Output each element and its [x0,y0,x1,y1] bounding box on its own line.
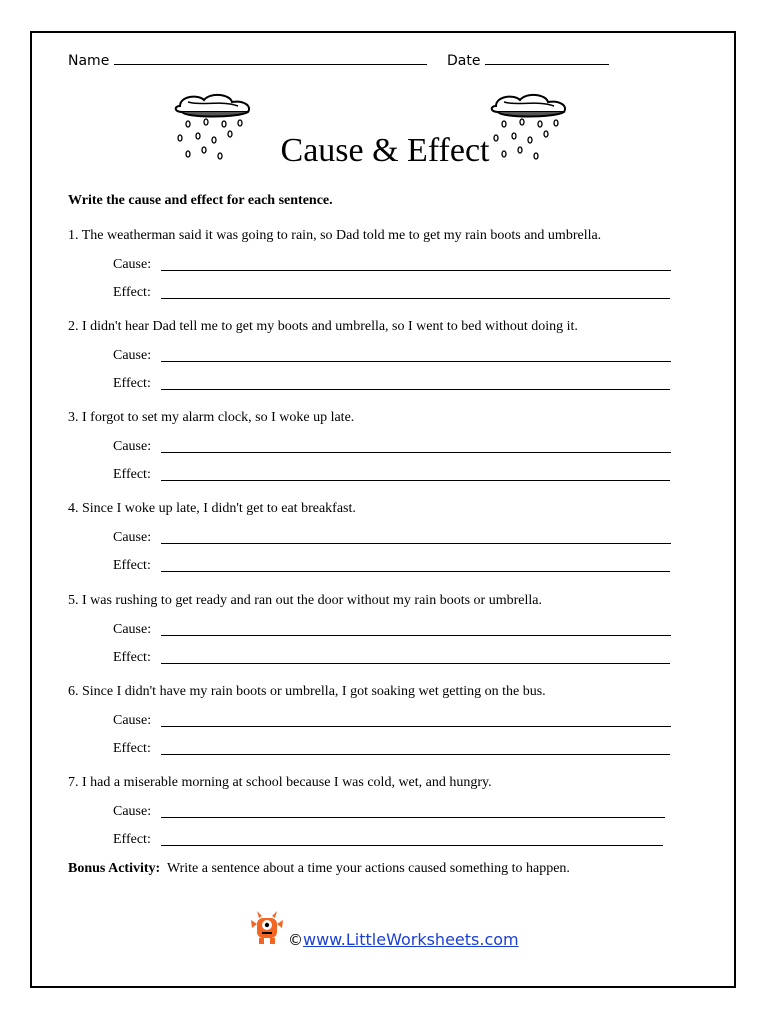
cause-answer-line[interactable] [161,726,671,727]
bonus-label: Bonus Activity: [68,861,161,876]
question-text: 6. Since I didn't have my rain boots or umbrella, I got soaking wet getting on the bus. [68,684,546,699]
cause-label: Cause: [113,348,152,363]
cause-answer-line[interactable] [161,543,671,544]
name-label: Name [68,53,110,69]
date-label: Date [447,53,481,69]
bonus-activity [68,861,570,877]
copyright-symbol: © [288,931,303,949]
monster-logo-icon [249,908,285,948]
effect-label: Effect: [113,285,151,300]
cause-answer-line[interactable] [161,452,671,453]
effect-answer-line[interactable] [161,845,663,846]
cause-answer-line[interactable] [161,817,665,818]
question-text: 5. I was rushing to get ready and ran out the door without my rain boots or umbrella. [68,593,542,608]
effect-answer-line[interactable] [161,389,670,390]
name-line[interactable] [114,50,427,65]
cause-label: Cause: [113,804,152,819]
cause-answer-line[interactable] [161,635,671,636]
cause-label: Cause: [113,439,152,454]
effect-label: Effect: [113,832,151,847]
cause-answer-line[interactable] [161,361,671,362]
question-text: 3. I forgot to set my alarm clock, so I woke up late. [68,410,355,425]
effect-label: Effect: [113,558,151,573]
date-line[interactable] [485,50,609,65]
cause-label: Cause: [113,530,152,545]
effect-label: Effect: [113,376,151,391]
bonus-text: Write a sentence about a time your actions caused something to happen. [166,861,570,876]
page-title: Cause & Effect [280,132,490,169]
website-link[interactable]: www.LittleWorksheets.com [303,930,519,949]
date-field[interactable] [447,50,609,69]
cause-label: Cause: [113,257,152,272]
effect-answer-line[interactable] [161,754,670,755]
question-text: 7. I had a miserable morning at school because I was cold, wet, and hungry. [68,775,492,790]
cause-label: Cause: [113,713,152,728]
question-text: 2. I didn't hear Dad tell me to get my boots and umbrella, so I went to bed without doing it. [68,319,578,334]
effect-label: Effect: [113,650,151,665]
effect-answer-line[interactable] [161,298,670,299]
instructions: Write the cause and effect for each sentence. [68,193,333,208]
effect-answer-line[interactable] [161,571,670,572]
question-text: 4. Since I woke up late, I didn't get to eat breakfast. [68,501,356,516]
cause-label: Cause: [113,622,152,637]
effect-answer-line[interactable] [161,480,670,481]
footer [288,930,519,949]
cause-answer-line[interactable] [161,270,671,271]
effect-label: Effect: [113,741,151,756]
name-field[interactable] [68,50,427,69]
question-text: 1. The weatherman said it was going to rain, so Dad told me to get my rain boots and umbrella. [68,228,602,243]
effect-label: Effect: [113,467,151,482]
effect-answer-line[interactable] [161,663,670,664]
